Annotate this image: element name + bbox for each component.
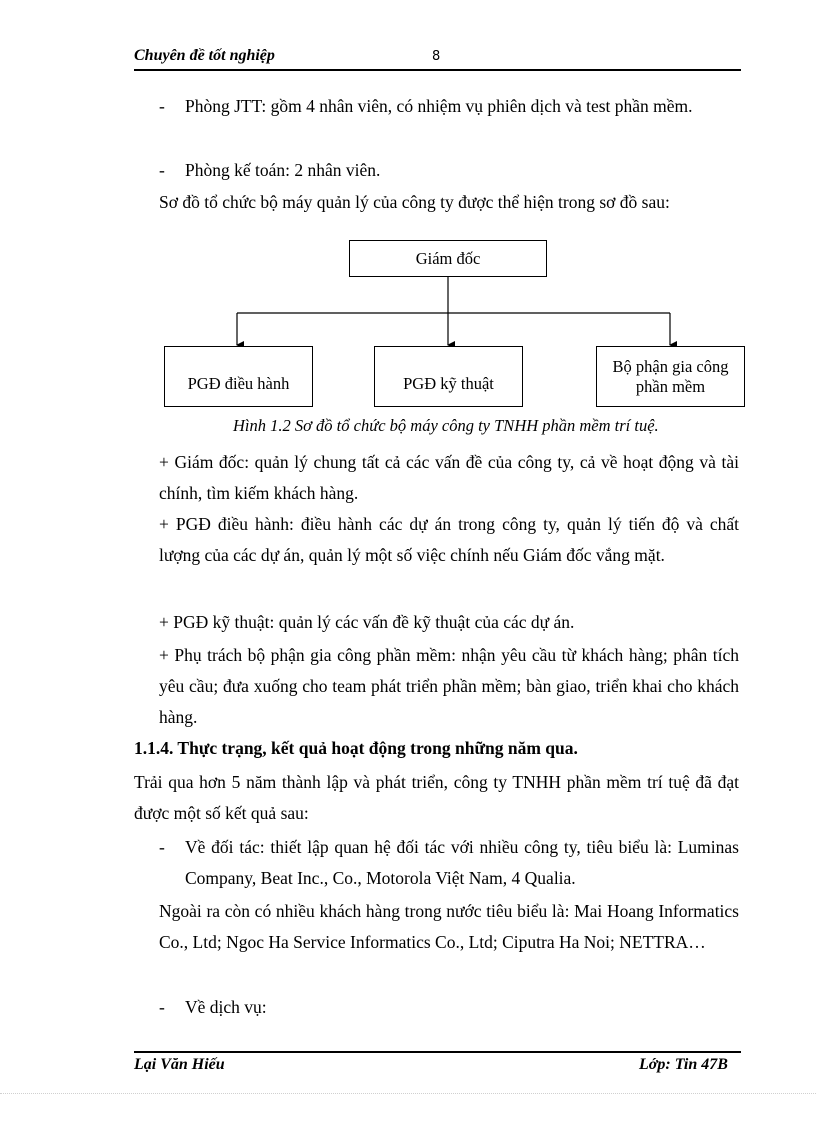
section-intro: Trải qua hơn 5 năm thành lập và phát triển, công ty TNHH phần mềm trí tuệ đã đạt được một số kết quả sau:: [134, 772, 739, 823]
bullet-partners: Về đối tác: thiết lập quan hệ đối tác với nhiều công ty, tiêu biểu là: Luminas Company, Beat Inc., Co., Motorola Việt Nam, 4 Qualia.: [185, 837, 739, 888]
role-deputy-operations: + PGĐ điều hành: điều hành các dự án trong công ty, quản lý tiến độ và chất lượng của các dự án, quản lý một số việc chính nếu Giám đốc vắng mặt.: [159, 514, 739, 565]
bullet-dash: -: [159, 160, 165, 180]
role-director: + Giám đốc: quản lý chung tất cả các vấn đề của công ty, cả về hoạt động và tài chính, tìm kiếm khách hàng.: [159, 452, 739, 503]
footer-divider: [134, 1051, 741, 1053]
role-outsourcing-lead: + Phụ trách bộ phận gia công phần mềm: nhận yêu cầu từ khách hàng; phân tích yêu cầu; đưa xuống cho team phát triển phần mềm; bàn giao, triển khai cho khách hàng.: [159, 645, 739, 727]
bullet-accounting: Phòng kế toán: 2 nhân viên.: [185, 160, 381, 180]
org-chart-intro: Sơ đồ tổ chức bộ máy quản lý của công ty được thể hiện trong sơ đồ sau:: [159, 192, 670, 212]
page-number: 8: [432, 49, 441, 64]
org-box-director: Giám đốc: [349, 240, 547, 277]
bullet-dash: -: [159, 837, 165, 857]
footer-class: Lớp: Tin 47B: [639, 1056, 728, 1073]
figure-caption: Hình 1.2 Sơ đồ tổ chức bộ máy công ty TNHH phần mềm trí tuệ.: [233, 416, 659, 435]
section-heading: 1.1.4. Thực trạng, kết quả hoạt động trong những năm qua.: [134, 738, 578, 758]
customers-paragraph: Ngoài ra còn có nhiều khách hàng trong nước tiêu biểu là: Mai Hoang Informatics Co., Ltd; Ngoc Ha Service Informatics Co., Ltd; Ciputra Ha Noi; NETTRA…: [159, 901, 739, 952]
bullet-dash: -: [159, 997, 165, 1017]
header-title: Chuyên đề tốt nghiệp: [134, 47, 275, 64]
bullet-jtt: Phòng JTT: gồm 4 nhân viên, có nhiệm vụ phiên dịch và test phần mềm.: [185, 96, 693, 116]
org-box-deputy-technical: PGĐ kỹ thuật: [374, 346, 523, 407]
role-deputy-technical: + PGĐ kỹ thuật: quản lý các vấn đề kỹ thuật của các dự án.: [159, 612, 575, 632]
org-box-software-outsourcing: Bộ phận gia công phần mềm: [596, 346, 745, 407]
footer-author: Lại Văn Hiếu: [134, 1056, 225, 1073]
page-edge: [0, 1093, 816, 1094]
bullet-dash: -: [159, 96, 165, 116]
org-box-deputy-operations: PGĐ điều hành: [164, 346, 313, 407]
bullet-services: Về dịch vụ:: [185, 997, 267, 1017]
